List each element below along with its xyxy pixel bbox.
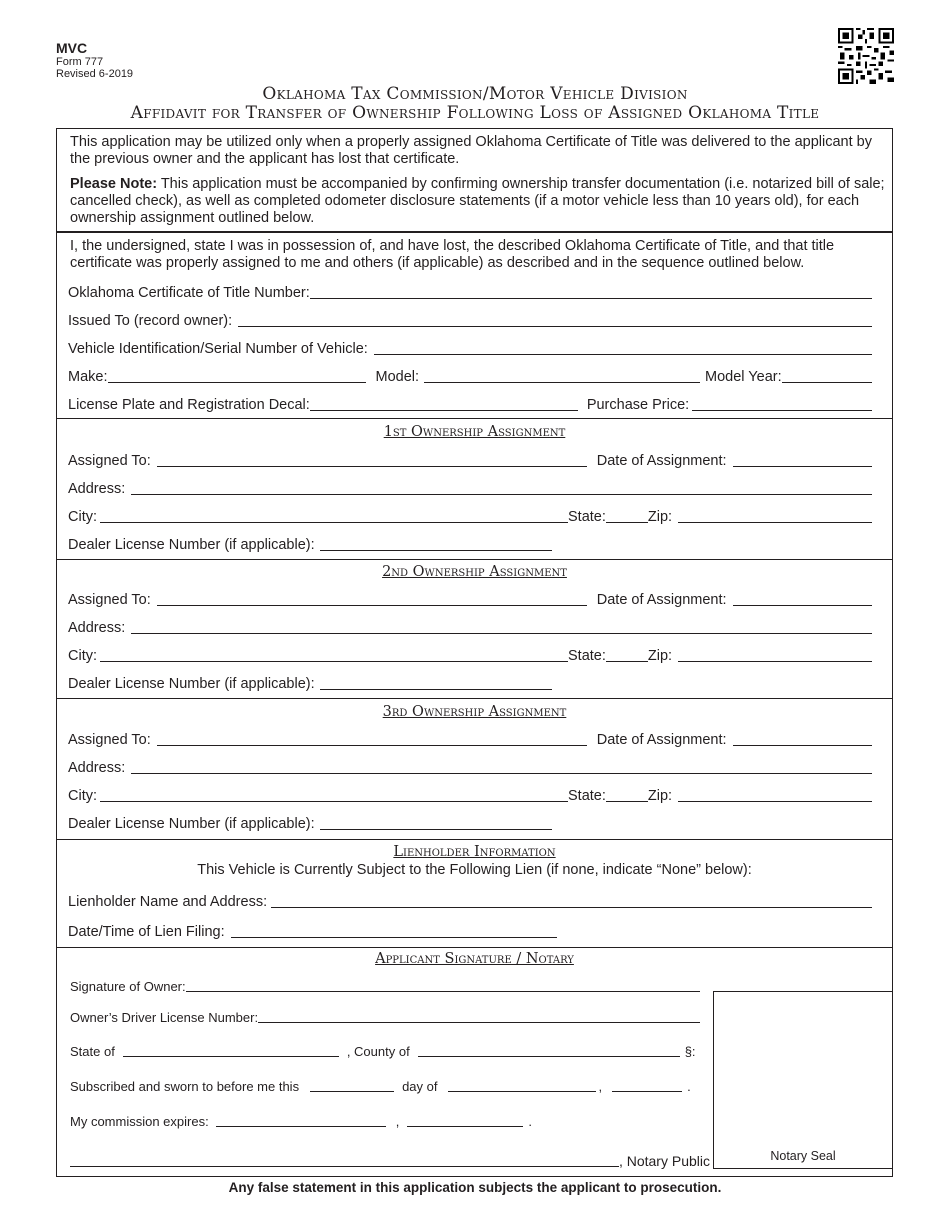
- lienholder-name-label: Lienholder Name and Address:: [68, 894, 268, 910]
- assigned-to-label: Assigned To:: [68, 592, 151, 608]
- assigned-to-field[interactable]: [157, 590, 587, 606]
- state-field[interactable]: [606, 646, 648, 662]
- statement-text: I, the undersigned, state I was in possession of, and have lost, the described Oklahoma Certificate of Title, and that title certificate was properly assigned to me and others (if applicable) as described and in the sequence outlined below.: [70, 238, 835, 271]
- lien-filing-label: Date/Time of Lien Filing:: [68, 924, 225, 940]
- assignment-1-heading: 1st Ownership Assignment: [383, 424, 566, 440]
- zip-label: Zip:: [647, 648, 673, 664]
- lienholder-heading: Lienholder Information: [393, 844, 556, 860]
- assignment-3-heading: 3rd Ownership Assignment: [382, 704, 567, 720]
- model-year-field[interactable]: [782, 367, 872, 383]
- form-header: [56, 40, 133, 80]
- zip-label: Zip:: [647, 788, 673, 804]
- date-of-assignment-label: Date of Assignment:: [596, 592, 727, 608]
- intro-text: This application may be utilized only when a properly assigned Oklahoma Certificate of Title was delivered to the applicant by the previous owner and the applicant has lost that certificate.: [70, 134, 872, 167]
- assigned-to-label: Assigned To:: [68, 453, 151, 469]
- zip-label: Zip:: [647, 509, 673, 525]
- county-of-field[interactable]: [418, 1041, 680, 1057]
- county-of-label: , County of: [346, 1044, 410, 1059]
- model-label: Model:: [375, 369, 420, 385]
- date-of-assignment-field[interactable]: [733, 730, 872, 746]
- issued-to-label: Issued To (record owner):: [68, 313, 233, 329]
- sworn-month-field[interactable]: [448, 1076, 596, 1092]
- address-row: [68, 478, 872, 498]
- lienholder-name-field[interactable]: [271, 892, 872, 908]
- state-label: State:: [568, 788, 606, 804]
- address-label: Address:: [68, 620, 126, 636]
- address-field[interactable]: [131, 618, 872, 634]
- address-row: [68, 617, 872, 637]
- owner-signature-field[interactable]: [186, 976, 700, 992]
- sworn-day-field[interactable]: [310, 1076, 394, 1092]
- notary-seal-label: Notary Seal: [770, 1149, 836, 1163]
- vin-label: Vehicle Identification/Serial Number of Vehicle:: [68, 341, 368, 357]
- zip-field[interactable]: [678, 646, 872, 662]
- owner-signature-row: [70, 975, 700, 995]
- lienholder-subtitle: This Vehicle is Currently Subject to the Following Lien (if none, indicate “None” below):: [197, 862, 752, 878]
- state-field[interactable]: [606, 786, 648, 802]
- dealer-license-label: Dealer License Number (if applicable):: [68, 676, 315, 692]
- commission-comma: ,: [395, 1114, 400, 1129]
- sworn-comma: ,: [598, 1079, 603, 1094]
- agency-code: MVC: [56, 40, 88, 56]
- section-symbol: §:: [684, 1044, 696, 1059]
- city-label: City:: [68, 648, 97, 664]
- zip-field[interactable]: [678, 786, 872, 802]
- driver-license-field[interactable]: [258, 1007, 700, 1023]
- city-field[interactable]: [100, 646, 568, 662]
- assigned-to-field[interactable]: [157, 730, 587, 746]
- owner-signature-label: Signature of Owner:: [70, 979, 186, 994]
- make-label: Make:: [68, 369, 108, 385]
- title-line-1: Oklahoma Tax Commission/Motor Vehicle Division: [262, 84, 688, 104]
- signature-heading: Applicant Signature / Notary: [375, 951, 574, 967]
- model-field[interactable]: [424, 367, 700, 383]
- revision-date: Revised 6-2019: [56, 68, 134, 80]
- vin-field[interactable]: [374, 339, 872, 355]
- lien-filing-field[interactable]: [231, 922, 557, 938]
- dealer-license-row: [68, 534, 872, 554]
- note-label: Please Note:: [70, 176, 158, 192]
- title-line-2: Affidavit for Transfer of Ownership Following Loss of Assigned Oklahoma Title: [130, 103, 820, 123]
- sworn-row: [70, 1075, 710, 1095]
- assigned-to-label: Assigned To:: [68, 732, 151, 748]
- assignment-2-heading: 2nd Ownership Assignment: [382, 564, 567, 580]
- make-field[interactable]: [108, 367, 366, 383]
- sworn-period: .: [687, 1079, 691, 1094]
- state-of-field[interactable]: [123, 1041, 339, 1057]
- issued-to-row: [68, 310, 872, 330]
- state-county-row: [70, 1040, 708, 1060]
- state-label: State:: [568, 648, 606, 664]
- dealer-license-field[interactable]: [320, 674, 552, 690]
- date-of-assignment-field[interactable]: [733, 451, 872, 467]
- vin-row: [68, 338, 872, 358]
- notary-public-field[interactable]: [70, 1151, 619, 1167]
- please-note: [70, 176, 885, 227]
- title-number-label: Oklahoma Certificate of Title Number:: [68, 285, 310, 301]
- zip-field[interactable]: [678, 507, 872, 523]
- address-label: Address:: [68, 481, 126, 497]
- notary-public-row: [70, 1150, 710, 1170]
- assigned-to-row: [68, 450, 872, 470]
- day-of-label: day of: [402, 1079, 438, 1094]
- city-field[interactable]: [100, 786, 568, 802]
- notary-public-label: , Notary Public: [618, 1153, 710, 1169]
- address-field[interactable]: [131, 758, 872, 774]
- dealer-license-label: Dealer License Number (if applicable):: [68, 537, 315, 553]
- address-row: [68, 757, 872, 777]
- sworn-year-field[interactable]: [612, 1076, 682, 1092]
- price-field[interactable]: [692, 395, 872, 411]
- date-of-assignment-field[interactable]: [733, 590, 872, 606]
- driver-license-row: [70, 1006, 700, 1026]
- plate-label: License Plate and Registration Decal:: [68, 397, 310, 413]
- state-field[interactable]: [606, 507, 648, 523]
- plate-price-row: [68, 394, 872, 414]
- plate-field[interactable]: [310, 395, 578, 411]
- issued-to-field[interactable]: [238, 311, 872, 327]
- commission-date-field[interactable]: [216, 1111, 386, 1127]
- assigned-to-field[interactable]: [157, 451, 587, 467]
- lienholder-name-row: [68, 891, 872, 911]
- assigned-to-row: [68, 589, 872, 609]
- notary-seal-divider: [713, 1168, 893, 1169]
- city-label: City:: [68, 509, 97, 525]
- state-label: State:: [568, 509, 606, 525]
- notary-seal-box: [713, 991, 893, 1169]
- model-year-label: Model Year:: [705, 369, 782, 385]
- note-text: This application must be accompanied by confirming ownership transfer documentation (i.e. notarized bill of sale; cancelled check), as well as completed odometer disclosure statements (if a motor vehicle less than 10 years old), for each ownership assignment outlined below.: [70, 176, 885, 226]
- qr-code-icon: [838, 28, 894, 84]
- address-label: Address:: [68, 760, 126, 776]
- city-field[interactable]: [100, 507, 568, 523]
- date-of-assignment-label: Date of Assignment:: [596, 453, 727, 469]
- address-field[interactable]: [131, 479, 872, 495]
- prosecution-warning: Any false statement in this application subjects the applicant to prosecution.: [228, 1180, 722, 1195]
- form-number: Form 777: [56, 56, 104, 68]
- title-number-field[interactable]: [310, 283, 872, 299]
- city-state-zip-row: [68, 645, 872, 665]
- commission-period: .: [528, 1114, 532, 1129]
- assigned-to-row: [68, 729, 872, 749]
- dealer-license-row: [68, 813, 872, 833]
- state-of-label: State of: [70, 1044, 115, 1059]
- dealer-license-field[interactable]: [320, 814, 552, 830]
- commission-row: [70, 1110, 710, 1130]
- lien-filing-row: [68, 921, 872, 941]
- city-label: City:: [68, 788, 97, 804]
- city-state-zip-row: [68, 785, 872, 805]
- dealer-license-label: Dealer License Number (if applicable):: [68, 816, 315, 832]
- date-of-assignment-label: Date of Assignment:: [596, 732, 727, 748]
- commission-year-field[interactable]: [407, 1111, 523, 1127]
- make-model-row: [68, 366, 872, 386]
- dealer-license-row: [68, 673, 872, 693]
- price-label: Purchase Price:: [586, 397, 690, 413]
- dealer-license-field[interactable]: [320, 535, 552, 551]
- city-state-zip-row: [68, 506, 872, 526]
- driver-license-label: Owner’s Driver License Number:: [70, 1010, 259, 1025]
- commission-label: My commission expires:: [70, 1114, 209, 1129]
- title-number-row: [68, 282, 872, 302]
- sworn-label: Subscribed and sworn to before me this: [70, 1079, 300, 1094]
